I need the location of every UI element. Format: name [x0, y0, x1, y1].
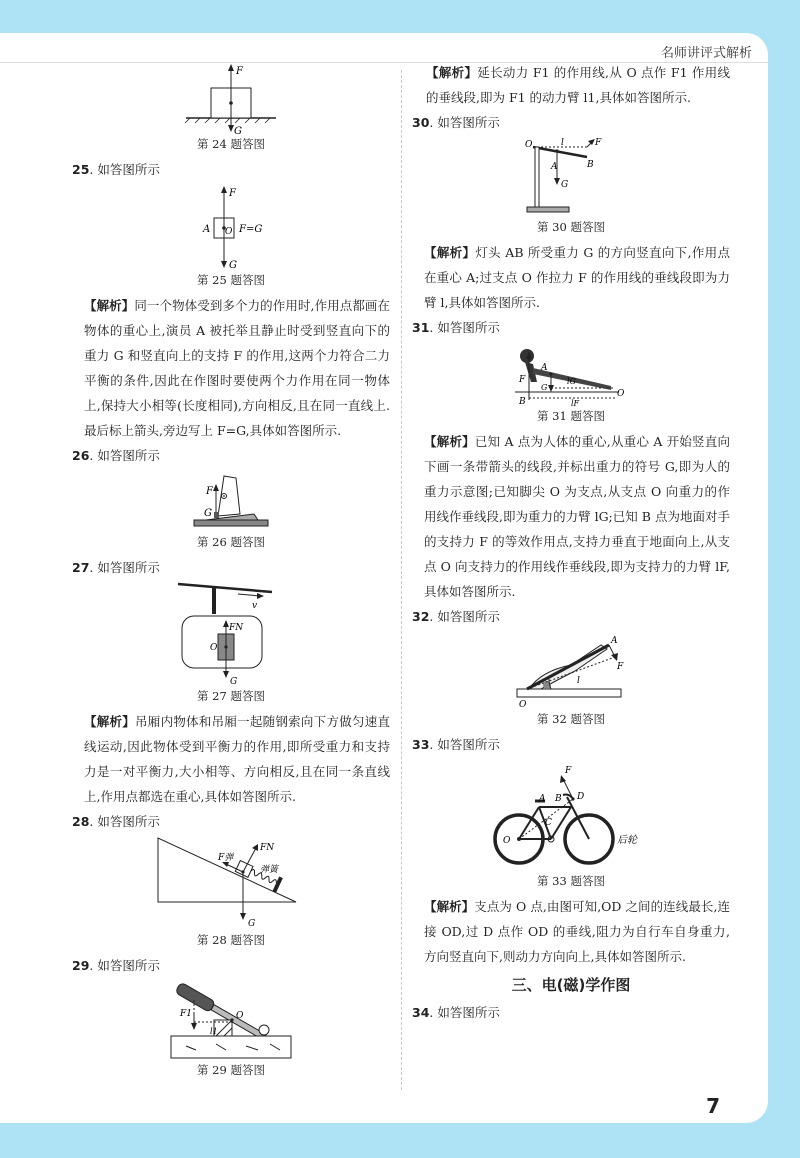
- right-column: [412, 60, 730, 1025]
- figure-26: [72, 470, 390, 551]
- figure-25: [72, 184, 390, 289]
- question-25: [72, 157, 390, 182]
- figure-27: [72, 582, 390, 705]
- question-number: 32: [412, 609, 430, 624]
- caption-30: 第 30 题答图: [537, 220, 605, 234]
- figure-33: [412, 759, 730, 890]
- question-29: [72, 953, 390, 978]
- analysis-text: 同一个物体受到多个力的作用时,作用点都画在物体的重心上,演员 A 被托举且静止时受到竖直向下的重力 G 和竖直向上的支持 F 的作用,这两个力符合二力平衡的条件,因此在作图时要使两个力作用在同一物体上,保持大小相等(长度相同),方向相反,且在同一直线上. 最后标上箭头,旁边写上 F=G,具体如答图所示.: [84, 298, 390, 438]
- fig26-f-label: F: [206, 486, 213, 497]
- fig27-fn-label: FN: [229, 623, 244, 633]
- fig33-f-label: F: [565, 766, 572, 776]
- figure-31-drawing: [511, 342, 631, 406]
- page-number: 7: [706, 1094, 720, 1118]
- analysis-tag: 【解析】: [84, 298, 135, 313]
- question-27: [72, 555, 390, 580]
- question-number: 34: [412, 1005, 430, 1020]
- analysis-29: [426, 60, 730, 110]
- fig28-spring-label: 弹簧: [260, 865, 279, 875]
- figure-24: [72, 62, 390, 153]
- caption-27: 第 27 题答图: [197, 689, 265, 703]
- fig25-a-label: A: [203, 224, 211, 235]
- question-text: . 如答图所示: [89, 814, 160, 829]
- analysis-30: [424, 240, 730, 315]
- fig27-v-label: v: [252, 601, 258, 611]
- fig31-b-label: B: [519, 397, 526, 406]
- fig30-l-label: l: [561, 138, 564, 148]
- analysis-text: 已知 A 点为人体的重心,从重心 A 开始竖直向下画一条带箭头的线段,并标出重力的符号 G,即为人的重力示意图;已知脚尖 O 为支点,从支点 O 向重力的作用线作垂线段,即为重力的力臂 lG;已知 B 点为地面对手的支持力 F 的等效作用点,支持力垂直于地面向上,从支点 O 向支持力的作用线作垂线段,即为支持力的力臂 lF,具体如答图所示.: [424, 434, 730, 599]
- analysis-text: 支点为 O 点,由图可知,OD 之间的连线最长,连接 OD,过 D 点作 OD 的垂线,阻力为自行车自身重力,方向竖直向下,则动力方向向上,具体如答图所示.: [424, 899, 730, 964]
- fig28-fs-label: F弹: [218, 853, 234, 863]
- fig27-g-label: G: [230, 677, 238, 686]
- fig31-lf-label: lF: [571, 399, 580, 406]
- fig25-f-label: F: [229, 188, 236, 199]
- figure-33-drawing: [491, 759, 651, 871]
- caption-26: 第 26 题答图: [197, 535, 265, 549]
- figure-28-drawing: [156, 836, 306, 930]
- question-30: [412, 110, 730, 135]
- fig33-c-label: C: [545, 818, 552, 828]
- question-number: 26: [72, 448, 90, 463]
- question-number: 25: [72, 162, 90, 177]
- figure-32-drawing: [511, 631, 631, 709]
- figure-26-drawing: [176, 470, 286, 532]
- fig24-f-label: F: [236, 66, 243, 77]
- fig32-a-label: A: [611, 636, 618, 646]
- analysis-tag: 【解析】: [424, 899, 475, 914]
- figure-30-drawing: [521, 137, 621, 217]
- fig31-lg-label: lG: [567, 377, 576, 386]
- caption-33: 第 33 题答图: [537, 874, 605, 888]
- analysis-tag: 【解析】: [424, 434, 475, 449]
- question-text: . 如答图所示: [89, 448, 160, 463]
- fig30-a-label: A: [551, 162, 558, 172]
- figure-25-drawing: [181, 184, 281, 270]
- fig31-g-label: G: [541, 383, 548, 392]
- caption-31: 第 31 题答图: [537, 409, 605, 423]
- fig30-o-label: O: [525, 140, 533, 150]
- analysis-text: 吊厢内物体和吊厢一起随钢索向下方做匀速直线运动,因此物体受到平衡力的作用,即所受重力和支持力是一对平衡力,大小相等、方向相反,且在同一条直线上,作用点都选在重心,具体如答图所示.: [84, 714, 390, 804]
- question-text: . 如答图所示: [429, 609, 500, 624]
- caption-32: 第 32 题答图: [537, 712, 605, 726]
- question-number: 31: [412, 320, 430, 335]
- fig33-a-label: A: [539, 794, 546, 804]
- fig26-g-label: G: [204, 508, 212, 519]
- question-text: . 如答图所示: [429, 320, 500, 335]
- question-text: . 如答图所示: [89, 162, 160, 177]
- caption-29: 第 29 题答图: [197, 1063, 265, 1077]
- fig33-rear-label: 后轮: [617, 835, 637, 846]
- figure-31: [412, 342, 730, 425]
- question-26: [72, 443, 390, 468]
- caption-28: 第 28 题答图: [197, 933, 265, 947]
- question-text: . 如答图所示: [429, 737, 500, 752]
- fig29-l1-label: l1: [210, 1027, 218, 1036]
- fig25-g-label: G: [229, 260, 237, 270]
- analysis-25: [84, 293, 390, 443]
- question-33: [412, 732, 730, 757]
- figure-29-drawing: [166, 980, 296, 1060]
- fig33-d-label: D: [577, 792, 585, 802]
- question-number: 28: [72, 814, 90, 829]
- question-31: [412, 315, 730, 340]
- question-32: [412, 604, 730, 629]
- fig30-b-label: B: [587, 160, 594, 170]
- caption-25: 第 25 题答图: [197, 273, 265, 287]
- section-title: 三、电(磁)学作图: [511, 976, 631, 994]
- fig30-g-label: G: [561, 180, 569, 190]
- fig24-g-label: G: [234, 126, 242, 134]
- analysis-tag: 【解析】: [426, 65, 478, 80]
- fig33-b-label: B: [555, 794, 562, 804]
- fig29-f1-label: F1: [180, 1009, 192, 1019]
- question-number: 29: [72, 958, 90, 973]
- analysis-text: 灯头 AB 所受重力 G 的方向竖直向下,作用点在重心 A;过支点 O 作拉力 F 的作用线的垂线段即为力臂 l,具体如答图所示.: [424, 245, 730, 310]
- fig25-eq-label: F=G: [239, 224, 263, 235]
- figure-24-drawing: [176, 62, 286, 134]
- figure-28: [72, 836, 390, 949]
- question-34: [412, 1000, 730, 1025]
- fig32-o-label: O: [519, 700, 527, 709]
- fig32-l-label: l: [577, 676, 580, 686]
- analysis-31: [424, 429, 730, 604]
- fig28-g-label: G: [248, 919, 256, 929]
- figure-32: [412, 631, 730, 728]
- analysis-tag: 【解析】: [424, 245, 476, 260]
- fig31-o-label: O: [617, 389, 625, 399]
- fig30-f-label: F: [595, 138, 602, 148]
- figure-30: [412, 137, 730, 236]
- analysis-tag: 【解析】: [84, 714, 136, 729]
- fig28-fn-label: FN: [260, 843, 275, 853]
- fig25-o-label: O: [225, 227, 233, 237]
- question-28: [72, 809, 390, 834]
- fig32-f-label: F: [617, 662, 624, 672]
- fig33-o-label: O: [503, 836, 511, 846]
- analysis-33: [424, 894, 730, 969]
- figure-29: [72, 980, 390, 1079]
- question-number: 33: [412, 737, 430, 752]
- fig31-f-label: F: [519, 375, 526, 385]
- analysis-27: [84, 709, 390, 809]
- analysis-text: 延长动力 F1 的作用线,从 O 点作 F1 作用线的垂线段,即为 F1 的动力臂 l1,具体如答图所示.: [426, 65, 730, 105]
- question-text: . 如答图所示: [429, 1005, 500, 1020]
- question-text: . 如答图所示: [89, 560, 160, 575]
- question-number: 27: [72, 560, 90, 575]
- question-text: . 如答图所示: [89, 958, 160, 973]
- question-number: 30: [412, 115, 430, 130]
- left-column: [72, 60, 390, 1083]
- fig29-o-label: O: [236, 1011, 244, 1021]
- question-text: . 如答图所示: [429, 115, 500, 130]
- fig27-o-label: O: [210, 643, 218, 653]
- column-divider: [401, 70, 402, 1090]
- caption-24: 第 24 题答图: [197, 137, 265, 151]
- fig31-a-label: A: [541, 363, 548, 373]
- header-title: 名师讲评式解析: [660, 46, 752, 61]
- figure-27-drawing: [176, 582, 286, 686]
